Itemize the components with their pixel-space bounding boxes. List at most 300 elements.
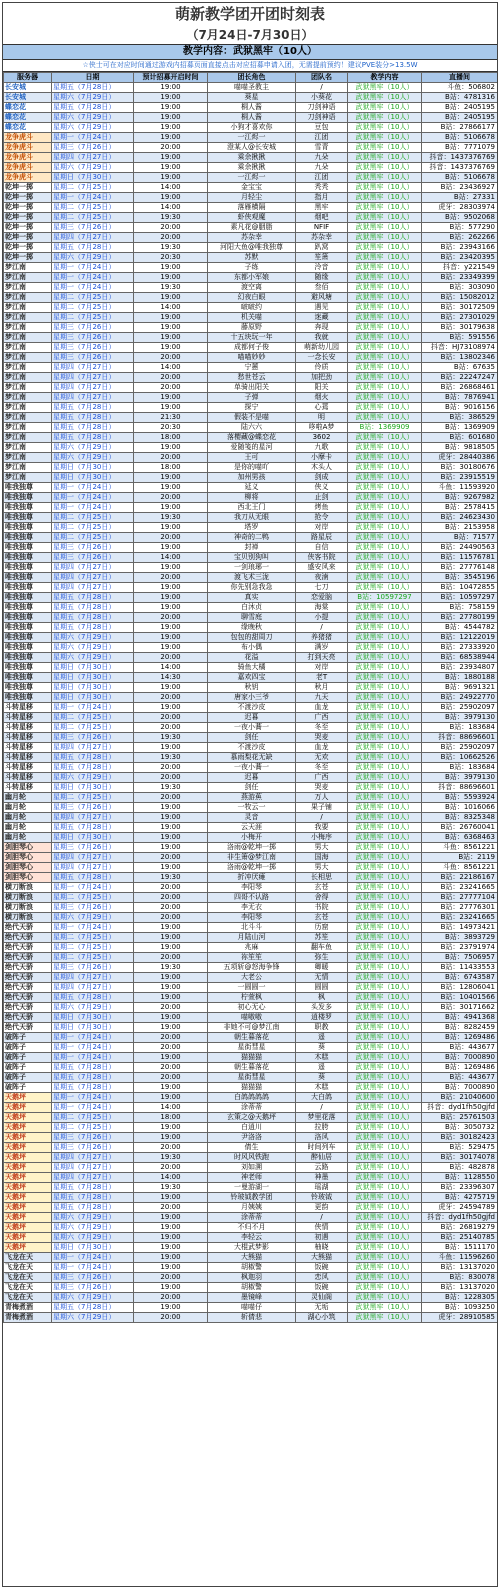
cell-time: 20:00 <box>134 223 208 233</box>
cell-team: 血龙 <box>296 703 348 713</box>
cell-server: 天鹅坪 <box>4 1193 52 1203</box>
cell-time: 20:00 <box>134 1033 208 1043</box>
cell-date: 星期三（7月26日） <box>52 323 134 333</box>
table-row <box>4 473 498 483</box>
cell-team: 我要 <box>296 823 348 833</box>
cell-team: 加把劲 <box>296 373 348 383</box>
cell-date: 星期四（7月27日） <box>52 373 134 383</box>
cell-live: B站：1128550 <box>422 1173 498 1183</box>
cell-leader: 祢笙笙 <box>208 953 296 963</box>
cell-leader: 藤原野 <box>208 323 296 333</box>
table-row <box>4 553 498 563</box>
cell-leader: 猫猫猫 <box>208 1053 296 1063</box>
table-row <box>4 203 498 213</box>
cell-server: 梦江南 <box>4 393 52 403</box>
cell-team: 叁佰 <box>296 283 348 293</box>
cell-team: 卿暖 <box>296 963 348 973</box>
cell-server: 梦江南 <box>4 443 52 453</box>
cell-live: B站：1269486 <box>422 1033 498 1043</box>
cell-time: 14:00 <box>134 1173 208 1183</box>
cell-content: 武狱黑牢（10人） <box>348 1063 422 1073</box>
cell-time: 19:00 <box>134 1283 208 1293</box>
cell-leader: 王可 <box>208 453 296 463</box>
cell-live: B站：5593924 <box>422 793 498 803</box>
cell-leader: 不归不月 <box>208 1223 296 1233</box>
cell-team: 无欢 <box>296 753 348 763</box>
table-row <box>4 563 498 573</box>
cell-date: 星期五（7月28日） <box>52 433 134 443</box>
cell-time: 14:00 <box>134 203 208 213</box>
cell-content: 武狱黑牢（10人） <box>348 303 422 313</box>
cell-server: 绝代天骄 <box>4 933 52 943</box>
header-live: 直播间 <box>422 73 498 83</box>
table-row <box>4 1053 498 1063</box>
table-row <box>4 303 498 313</box>
cell-leader: 宁蕙 <box>208 363 296 373</box>
cell-content: 武狱黑牢（10人） <box>348 223 422 233</box>
cell-date: 星期六（7月29日） <box>52 443 134 453</box>
table-row <box>4 953 498 963</box>
cell-live: B站：24922770 <box>422 693 498 703</box>
table-row <box>4 713 498 723</box>
cell-live: 斗鱼：8561221 <box>422 843 498 853</box>
table-row <box>4 243 498 253</box>
table-row <box>4 253 498 263</box>
cell-team: 饭碗 <box>296 1283 348 1293</box>
cell-content: 武狱黑牢（10人） <box>348 703 422 713</box>
cell-server: 横刀断浪 <box>4 913 52 923</box>
cell-content: 武狱黑牢（10人） <box>348 933 422 943</box>
cell-content: 武狱黑牢（10人） <box>348 513 422 523</box>
cell-date: 星期五（7月28日） <box>52 593 134 603</box>
table-row <box>4 863 498 873</box>
table-row <box>4 893 498 903</box>
cell-live: B站：30182423 <box>422 1133 498 1143</box>
cell-date: 星期四（7月27日） <box>52 973 134 983</box>
cell-time: 20:00 <box>134 1003 208 1013</box>
cell-live: 斗鱼：11596260 <box>422 1253 498 1263</box>
table-row <box>4 663 498 673</box>
cell-team: 恋爱脑 <box>296 593 348 603</box>
cell-time: 19:00 <box>134 743 208 753</box>
cell-live: B站：183684 <box>422 723 498 733</box>
cell-date: 星期四（7月27日） <box>52 363 134 373</box>
cell-team: 枫 <box>296 993 348 1003</box>
cell-team: 伶质 <box>296 363 348 373</box>
cell-team: 小提 <box>296 613 348 623</box>
cell-live: B站：27776301 <box>422 903 498 913</box>
cell-leader: 铃玻钺教学团 <box>208 1193 296 1203</box>
cell-leader: 喵喵仔 <box>208 1303 296 1313</box>
cell-team: 对岸 <box>296 523 348 533</box>
cell-team: 万人 <box>296 793 348 803</box>
cell-time: 19:00 <box>134 473 208 483</box>
cell-content: 武狱黑牢（10人） <box>348 843 422 853</box>
cell-live: B站：23791974 <box>422 943 498 953</box>
cell-server: 天鹅坪 <box>4 1163 52 1173</box>
cell-server: 梦江南 <box>4 263 52 273</box>
cell-date: 星期六（7月29日） <box>52 1223 134 1233</box>
cell-time: 19:30 <box>134 873 208 883</box>
cell-time: 19:00 <box>134 843 208 853</box>
table-row <box>4 533 498 543</box>
cell-server: 天鹅坪 <box>4 1173 52 1183</box>
cell-server: 横刀断浪 <box>4 893 52 903</box>
cell-date: 星期六（7月29日） <box>52 1313 134 1323</box>
table-row <box>4 1203 498 1213</box>
cell-server: 斗转星移 <box>4 703 52 713</box>
cell-team: 自信 <box>296 543 348 553</box>
cell-team: 大白鸽 <box>296 1093 348 1103</box>
cell-date: 星期一（7月24日） <box>52 1253 134 1263</box>
cell-time: 19:00 <box>134 153 208 163</box>
cell-live: B站：68538944 <box>422 653 498 663</box>
cell-time: 20:00 <box>134 1163 208 1173</box>
table-body <box>4 83 498 1323</box>
cell-server: 剑胆琴心 <box>4 863 52 873</box>
cell-server: 青梅煮酒 <box>4 1313 52 1323</box>
cell-team: 初遇 <box>296 1233 348 1243</box>
cell-time: 20:00 <box>134 383 208 393</box>
cell-server: 唯我独尊 <box>4 543 52 553</box>
cell-leader: 你先别急我急 <box>208 583 296 593</box>
cell-time: 20:00 <box>134 1313 208 1323</box>
cell-content: 武狱黑牢（10人） <box>348 83 422 93</box>
cell-server: 绝代天骄 <box>4 923 52 933</box>
cell-date: 星期二（7月25日） <box>52 513 134 523</box>
cell-server: 天鹅坪 <box>4 1153 52 1163</box>
cell-server: 长安城 <box>4 93 52 103</box>
cell-date: 星期三（7月26日） <box>52 353 134 363</box>
table-row <box>4 1263 498 1273</box>
cell-time: 19:00 <box>134 403 208 413</box>
cell-content: 武狱黑牢（10人） <box>348 283 422 293</box>
cell-date: 星期二（7月25日） <box>52 943 134 953</box>
cell-leader: 月姨姨 <box>208 1203 296 1213</box>
cell-leader: 柳将 <box>208 493 296 503</box>
cell-team: 趴窝 <box>296 243 348 253</box>
cell-leader: 胡椒警 <box>208 1263 296 1273</box>
table-row <box>4 523 498 533</box>
cell-live: B站：6743587 <box>422 973 498 983</box>
cell-content: 武狱黑牢（10人） <box>348 1233 422 1243</box>
table-row <box>4 1083 498 1093</box>
cell-date: 星期五（7月28日） <box>52 1203 134 1213</box>
cell-leader: 星街彗星 <box>208 1043 296 1053</box>
cell-time: 20:00 <box>134 853 208 863</box>
table-row <box>4 1113 498 1123</box>
cell-date: 星期一（7月24日） <box>52 883 134 893</box>
cell-team: 血龙 <box>296 743 348 753</box>
cell-leader: 倩生 <box>208 1143 296 1153</box>
table-row <box>4 1123 498 1133</box>
cell-team: 恋风 <box>296 1273 348 1283</box>
table-row <box>4 1073 498 1083</box>
cell-date: 星期五（7月28日） <box>52 1073 134 1083</box>
cell-team: 七刀 <box>296 583 348 593</box>
cell-server: 斗转星移 <box>4 763 52 773</box>
cell-leader: 时风风铁跑 <box>208 1153 296 1163</box>
cell-server: 唯我独尊 <box>4 513 52 523</box>
table-row <box>4 963 498 973</box>
cell-time: 20:30 <box>134 253 208 263</box>
table-row <box>4 133 498 143</box>
cell-live: B站：4941368 <box>422 1013 498 1023</box>
cell-team: 豆包 <box>296 123 348 133</box>
cell-team: 铃玻钺 <box>296 1193 348 1203</box>
cell-live: B站：830078 <box>422 1273 498 1283</box>
cell-date: 星期一（7月24日） <box>52 703 134 713</box>
cell-date: 星期二（7月25日） <box>52 183 134 193</box>
cell-content: 武狱黑牢（10人） <box>348 683 422 693</box>
cell-date: 星期四（7月27日） <box>52 983 134 993</box>
cell-date: 星期日（7月30日） <box>52 833 134 843</box>
cell-content: 武狱黑牢（10人） <box>348 1153 422 1163</box>
cell-leader: 啵啵约 <box>208 303 296 313</box>
table-row <box>4 623 498 633</box>
cell-date: 星期三（7月26日） <box>52 803 134 813</box>
cell-live: B站：23396307 <box>422 1183 498 1193</box>
cell-content: 武狱黑牢（10人） <box>348 443 422 453</box>
cell-content: B站：10597297 <box>348 593 422 603</box>
cell-live: B站：23420395 <box>422 253 498 263</box>
cell-time: 19:30 <box>134 753 208 763</box>
cell-server: 梦江南 <box>4 333 52 343</box>
cell-content: 武狱黑牢（10人） <box>348 493 422 503</box>
cell-time: 20:00 <box>134 793 208 803</box>
cell-live: B站：12122019 <box>422 633 498 643</box>
cell-leader: 白逍川 <box>208 1123 296 1133</box>
cell-time: 18:00 <box>134 433 208 443</box>
cell-team: 时间列车 <box>296 1143 348 1153</box>
cell-time: 19:30 <box>134 1183 208 1193</box>
cell-date: 星期五（7月28日） <box>52 1303 134 1313</box>
cell-team: 木糕 <box>296 1053 348 1063</box>
cell-server: 梦江南 <box>4 313 52 323</box>
cell-leader: 延义 <box>208 483 296 493</box>
cell-date: 星期三（7月26日） <box>52 223 134 233</box>
cell-time: 20:00 <box>134 533 208 543</box>
cell-content: 武狱黑牢（10人） <box>348 733 422 743</box>
cell-server: 飞龙在天 <box>4 1293 52 1303</box>
cell-date: 星期三（7月26日） <box>52 843 134 853</box>
cell-live: 虎牙：24594789 <box>422 1203 498 1213</box>
cell-leader: 封禅 <box>208 543 296 553</box>
cell-time: 20:00 <box>134 1273 208 1283</box>
cell-live: B站：22186167 <box>422 873 498 883</box>
cell-live: 抖音：dyd1fh50gjfd <box>422 1103 498 1113</box>
cell-team: 冬至 <box>296 763 348 773</box>
cell-leader: 苏默 <box>208 253 296 263</box>
cell-team: 秋月 <box>296 683 348 693</box>
cell-team: 头发多 <box>296 1003 348 1013</box>
cell-server: 唯我独尊 <box>4 603 52 613</box>
cell-date: 星期五（7月28日） <box>52 1183 134 1193</box>
cell-time: 19:00 <box>134 313 208 323</box>
cell-time: 20:00 <box>134 233 208 243</box>
cell-team: 海棠 <box>296 603 348 613</box>
cell-team: 烟吧 <box>296 213 348 223</box>
cell-time: 19:00 <box>134 1123 208 1133</box>
table-row <box>4 263 498 273</box>
cell-live: B站：9267982 <box>422 493 498 503</box>
cell-leader: 涂蒂蒂 <box>208 1103 296 1113</box>
cell-content: 武狱黑牢（10人） <box>348 953 422 963</box>
cell-date: 星期一（7月24日） <box>52 923 134 933</box>
table-row <box>4 233 498 243</box>
table-row <box>4 163 498 173</box>
cell-time: 19:00 <box>134 683 208 693</box>
cell-live: B站：25140785 <box>422 1233 498 1243</box>
cell-time: 19:00 <box>134 593 208 603</box>
header-leader: 团长角色 <box>208 73 296 83</box>
cell-date: 星期三（7月26日） <box>52 143 134 153</box>
cell-time: 20:00 <box>134 1063 208 1073</box>
table-row <box>4 113 498 123</box>
cell-team: 历窟 <box>296 923 348 933</box>
cell-live: B站：30174078 <box>422 1153 498 1163</box>
table-row <box>4 1013 498 1023</box>
cell-leader: 墨镜峰 <box>208 1293 296 1303</box>
cell-live: B站：758159 <box>422 603 498 613</box>
cell-team: 九朵 <box>296 163 348 173</box>
cell-content: 武狱黑牢（10人） <box>348 1263 422 1273</box>
cell-team: 3602 <box>296 433 348 443</box>
cell-date: 星期四（7月27日） <box>52 863 134 873</box>
table-row <box>4 1043 498 1053</box>
cell-live: B站：4781316 <box>422 93 498 103</box>
cell-team: 男大 <box>296 843 348 853</box>
cell-leader: 不渡沙皮 <box>208 703 296 713</box>
cell-time: 20:00 <box>134 953 208 963</box>
cell-date: 星期五（7月28日） <box>52 103 134 113</box>
table-row <box>4 363 498 373</box>
cell-server: 龙争虎斗 <box>4 133 52 143</box>
table-row <box>4 383 498 393</box>
table-row <box>4 853 498 863</box>
cell-server: 斗转星移 <box>4 723 52 733</box>
cell-leader: 一牧云一 <box>208 803 296 813</box>
cell-date: 星期四（7月27日） <box>52 563 134 573</box>
table-row <box>4 513 498 523</box>
cell-server: 天鹅坪 <box>4 1103 52 1113</box>
cell-time: 21:30 <box>134 413 208 423</box>
schedule-table <box>3 72 498 1323</box>
cell-leader: 四哥不认路 <box>208 893 296 903</box>
cell-server: 唯我独尊 <box>4 553 52 563</box>
cell-live: B站：23934807 <box>422 663 498 673</box>
table-row <box>4 933 498 943</box>
cell-server: 斗转星移 <box>4 753 52 763</box>
cell-live: B站：24490563 <box>422 543 498 553</box>
cell-live: B站：13802346 <box>422 353 498 363</box>
cell-team: 养猪猪 <box>296 633 348 643</box>
cell-leader: 包包的甜周刀 <box>208 633 296 643</box>
cell-content: 武狱黑牢（10人） <box>348 533 422 543</box>
cell-team: 盛安风来 <box>296 563 348 573</box>
cell-leader: 喵喵妙妙 <box>208 353 296 363</box>
table-row <box>4 1273 498 1283</box>
cell-date: 星期五（7月28日） <box>52 413 134 423</box>
cell-content: 武狱黑牢（10人） <box>348 753 422 763</box>
cell-date: 星期五（7月28日） <box>52 1083 134 1093</box>
cell-live: 抖音：dyd1fh50gjfd <box>422 1213 498 1223</box>
cell-leader: 一夜小蕎一 <box>208 723 296 733</box>
cell-content: 武狱黑牢（10人） <box>348 503 422 513</box>
cell-server: 剑胆琴心 <box>4 843 52 853</box>
cell-server: 横刀断浪 <box>4 883 52 893</box>
cell-date: 星期五（7月28日） <box>52 403 134 413</box>
cell-time: 19:00 <box>134 703 208 713</box>
cell-server: 梦江南 <box>4 463 52 473</box>
date-range: （7月24日-7月30日） <box>186 28 314 42</box>
cell-date: 星期二（7月25日） <box>52 313 134 323</box>
cell-live: B站：25761503 <box>422 1113 498 1123</box>
cell-time: 19:00 <box>134 133 208 143</box>
cell-server: 梦江南 <box>4 403 52 413</box>
cell-content: 武狱黑牢（10人） <box>348 1213 422 1223</box>
cell-server: 飞龙在天 <box>4 1273 52 1283</box>
cell-team: 侠义 <box>296 483 348 493</box>
cell-live: B站：9016156 <box>422 403 498 413</box>
cell-server: 梦江南 <box>4 293 52 303</box>
table-row <box>4 1003 498 1013</box>
cell-live: B站：26868461 <box>422 383 498 393</box>
cell-team: 国海 <box>296 853 348 863</box>
table-row <box>4 183 498 193</box>
cell-content: 武狱黑牢（10人） <box>348 1313 422 1323</box>
cell-live: B站：1880188 <box>422 673 498 683</box>
cell-date: 星期六（7月29日） <box>52 913 134 923</box>
cell-content: 武狱黑牢（10人） <box>348 293 422 303</box>
table-row <box>4 353 498 363</box>
cell-server: 唯我独尊 <box>4 493 52 503</box>
cell-content: 武狱黑牢（10人） <box>348 363 422 373</box>
cell-leader: 迟暮 <box>208 773 296 783</box>
cell-server: 乾坤一掷 <box>4 203 52 213</box>
table-row <box>4 1103 498 1113</box>
cell-live: B站：27780199 <box>422 613 498 623</box>
cell-team: 刀剑神语 <box>296 103 348 113</box>
cell-team: 剑成 <box>296 473 348 483</box>
cell-team: 侠客书院 <box>296 553 348 563</box>
cell-server: 斗转星移 <box>4 713 52 723</box>
cell-content: 武狱黑牢（10人） <box>348 333 422 343</box>
table-row <box>4 1253 498 1263</box>
cell-server: 唯我独尊 <box>4 523 52 533</box>
cell-live: B站：262266 <box>422 233 498 243</box>
cell-leader: 一江烬一 <box>208 173 296 183</box>
cell-time: 19:00 <box>134 1193 208 1203</box>
cell-team: 江团 <box>296 173 348 183</box>
cell-date: 星期六（7月29日） <box>52 1213 134 1223</box>
cell-time: 20:00 <box>134 373 208 383</box>
cell-leader: 猫猫猫 <box>208 1083 296 1093</box>
table-row <box>4 773 498 783</box>
cell-content: 武狱黑牢（10人） <box>348 1083 422 1093</box>
cell-leader: 朝生暮落花 <box>208 1063 296 1073</box>
cell-content: 武狱黑牢（10人） <box>348 713 422 723</box>
cell-time: 19:00 <box>134 293 208 303</box>
cell-date: 星期一（7月24日） <box>52 283 134 293</box>
cell-time: 14:00 <box>134 303 208 313</box>
cell-server: 绝代天骄 <box>4 953 52 963</box>
cell-leader: 尹洛洛 <box>208 1133 296 1143</box>
cell-server: 梦江南 <box>4 433 52 443</box>
cell-team: 一念长安 <box>296 353 348 363</box>
table-row <box>4 503 498 513</box>
cell-team: 男大 <box>296 863 348 873</box>
